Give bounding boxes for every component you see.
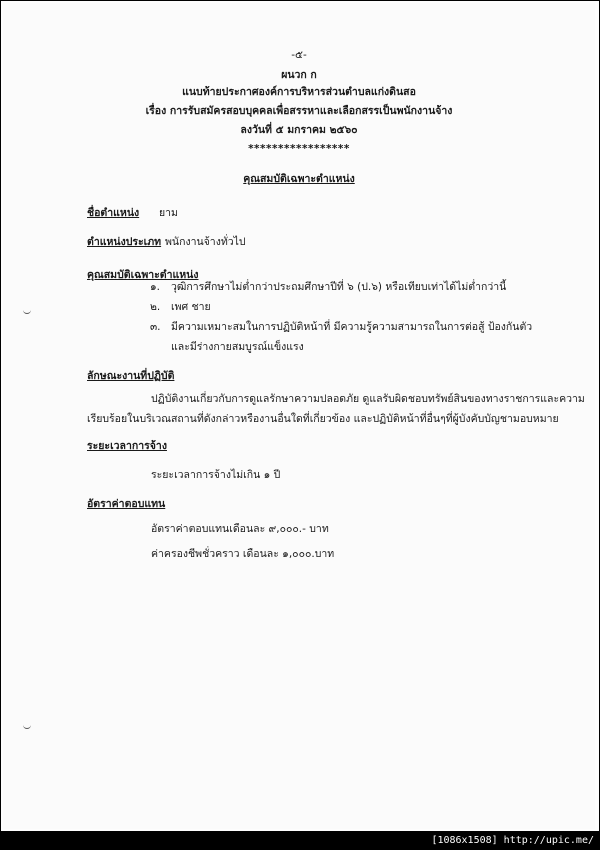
header-date: ลงวันที่ ๕ มกราคม ๒๕๖๐ [240,124,358,136]
duties-line-2: เรียบร้อยในบริเวณสถานที่ดังกล่าวหรืองานอื่นใดที่เกี่ยวข้อง และปฏิบัติหน้าที่อื่นๆที่ผู้บังคับบัญชามอบหมาย [87,413,559,425]
compensation-line-1: อัตราค่าตอบแทนเดือนละ ๙,๐๐๐.- บาท [151,523,329,535]
position-type-label: ตำแหน่งประเภท [87,236,162,248]
compensation-line-2: ค่าครองชีพชั่วคราว เดือนละ ๑,๐๐๐.บาท [151,548,335,560]
qualification-1-number: ๑. [150,281,161,293]
document-page [3,3,595,829]
qualification-3-number: ๓. [150,321,161,333]
qualification-1-text: วุฒิการศึกษาไม่ต่ำกว่าประถมศึกษาปีที่ ๖ (ป.๖) หรือเทียบเท่าได้ไม่ต่ำกว่านี้ [171,281,507,293]
qualification-2-number: ๒. [150,301,161,313]
qualification-3-text: มีความเหมาะสมในการปฏิบัติหน้าที่ มีความรู้ความสามารถในการต่อสู้ ป้องกันตัว [171,321,533,333]
position-name-value: ยาม [159,207,178,219]
page-number: -๕- [291,49,307,61]
position-type-value: พนักงานจ้างทั่วไป [165,236,246,248]
document-title: คุณสมบัติเฉพาะตำแหน่ง [243,173,355,185]
scan-mark [23,308,31,314]
qualification-3-continuation: และมีร่างกายสมบูรณ์แข็งแรง [171,341,304,353]
watermark-text: [1086x1508] http://upic.me/ [431,835,594,846]
position-name-label: ชื่อตำแหน่ง [87,207,140,219]
header-line-2: เรื่อง การรับสมัครสอบบุคคลเพื่อสรรหาและเลือกสรรเป็นพนักงานจ้าง [145,105,453,117]
compensation-heading: อัตราค่าตอบแทน [87,498,166,510]
header-separator: ***************** [248,143,350,155]
watermark-bar [0,831,600,850]
header-line-1: แนบท้ายประกาศองค์การบริหารส่วนตำบลแก่งดินสอ [182,86,416,98]
duties-heading: ลักษณะงานที่ปฏิบัติ [87,370,175,382]
qualifications-heading: คุณสมบัติเฉพาะตำแหน่ง [87,269,199,281]
employment-period-heading: ระยะเวลาการจ้าง [87,440,167,452]
qualification-2-text: เพศ ชาย [171,301,211,313]
scan-mark [23,723,31,729]
duties-line-1: ปฏิบัติงานเกี่ยวกับการดูแลรักษาความปลอดภัย ดูแลรับผิดชอบทรัพย์สินของทางราชการและความ [151,393,585,405]
annex-label: ผนวก ก [281,69,317,81]
employment-period-text: ระยะเวลาการจ้างไม่เกิน ๑ ปี [151,469,281,481]
